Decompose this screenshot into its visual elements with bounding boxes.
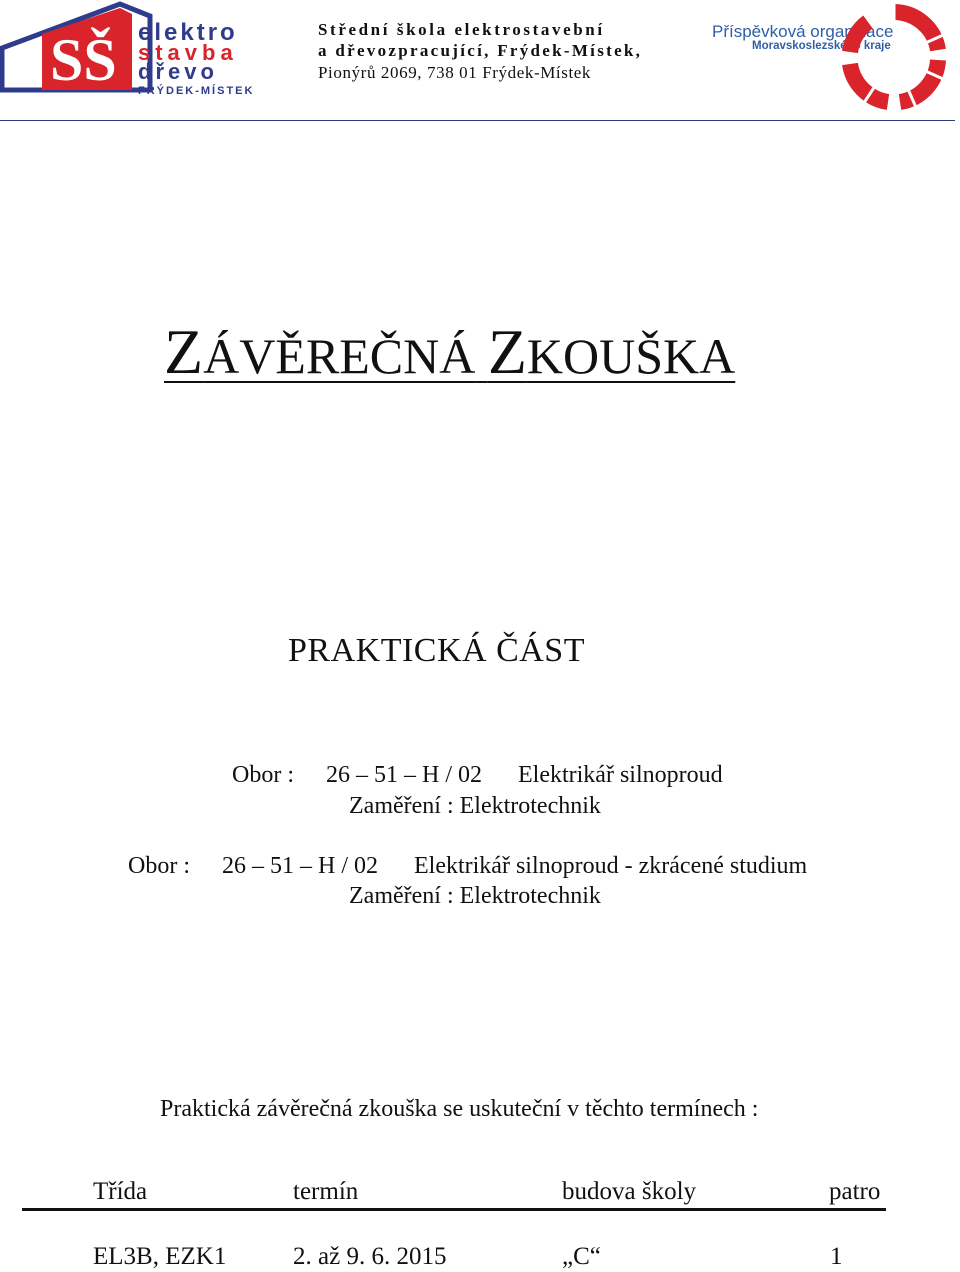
school-name-line1: Střední škola elektrostavební xyxy=(318,20,605,39)
title-word-1: ÁVĚREČNÁ xyxy=(203,328,476,384)
table-cell-building: „C“ xyxy=(562,1243,601,1270)
table-cell-class: EL3B, EZK1 xyxy=(93,1243,227,1270)
table-cell-date: 2. až 9. 6. 2015 xyxy=(293,1243,447,1270)
school-name-line2: a dřevozpracující, Frýdek-Místek, xyxy=(318,41,643,60)
program-2-code: 26 – 51 – H / 02 xyxy=(222,853,378,879)
section-subtitle: PRAKTICKÁ ČÁST xyxy=(288,632,585,669)
program-1-focus: Zaměření : Elektrotechnik xyxy=(349,793,601,819)
school-logo xyxy=(0,0,280,98)
region-logo xyxy=(838,2,950,112)
title-cap-1: Z xyxy=(164,316,204,387)
page-title xyxy=(164,316,744,387)
logo-word-drevo: dřevo xyxy=(138,59,218,84)
table-header-floor: patro xyxy=(829,1178,881,1205)
logo-word-stavba: stavba xyxy=(138,40,238,65)
table-header-divider xyxy=(22,1208,886,1211)
org-type: Příspěvková organizace xyxy=(712,22,894,41)
program-1-name: Elektrikář silnoproud xyxy=(518,762,723,788)
logo-letters: SŠ xyxy=(50,27,117,93)
table-header-class: Třída xyxy=(93,1178,148,1205)
program-2-name: Elektrikář silnoproud - zkrácené studium xyxy=(414,853,808,879)
school-address: Pionýrů 2069, 738 01 Frýdek-Místek xyxy=(318,63,592,82)
logo-word-elektro: elektro xyxy=(138,19,238,46)
logo-place: FRÝDEK-MÍSTEK xyxy=(138,85,255,97)
table-cell-floor: 1 xyxy=(830,1243,843,1270)
program-1-label: Obor : xyxy=(232,762,294,788)
title-word-2: KOUŠKA xyxy=(526,328,736,384)
table-header-date: termín xyxy=(293,1178,359,1205)
title-cap-2: Z xyxy=(487,316,527,387)
program-2-label: Obor : xyxy=(128,853,190,879)
header-divider xyxy=(0,120,955,121)
org-region: Moravskoslezského kraje xyxy=(752,40,891,52)
table-header-building: budova školy xyxy=(562,1178,697,1205)
program-1-code: 26 – 51 – H / 02 xyxy=(326,762,482,788)
program-2-focus: Zaměření : Elektrotechnik xyxy=(349,883,601,909)
schedule-intro: Praktická závěrečná zkouška se uskuteční v těchto termínech : xyxy=(160,1096,759,1122)
